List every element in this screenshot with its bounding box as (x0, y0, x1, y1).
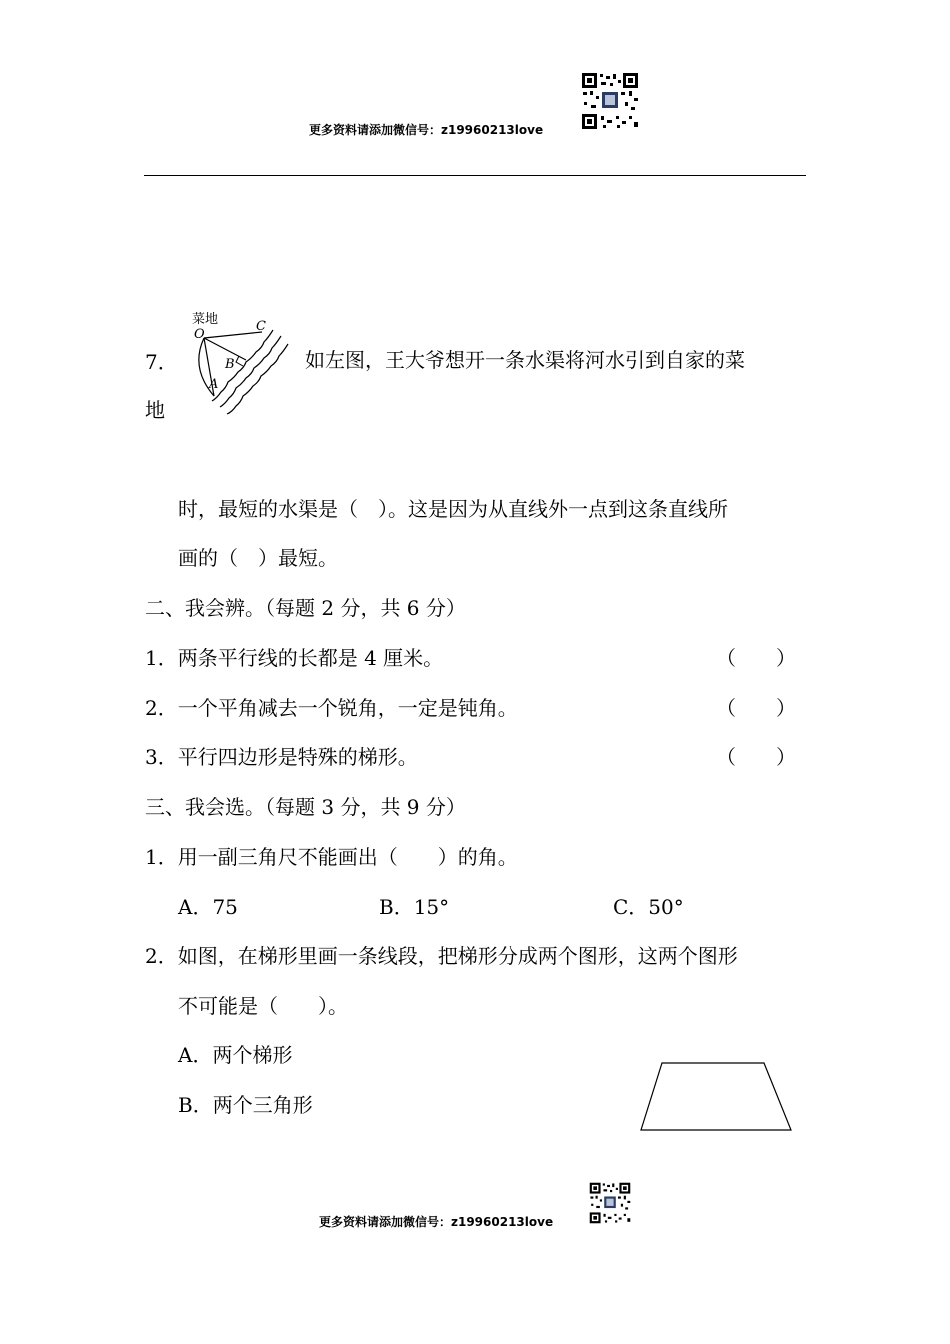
section3-q2-option-b[interactable]: B．两个三角形 (178, 1093, 313, 1117)
q7-line1: 如左图，王大爷想开一条水渠将河水引到自家的菜 (305, 348, 745, 372)
section3-q2-line1: 2．如图，在梯形里画一条线段，把梯形分成两个图形，这两个图形 (145, 944, 738, 968)
section3-q1-text: 1．用一副三角尺不能画出（ ）的角。 (145, 845, 518, 869)
section3-q2-line2: 不可能是（ ）。 (178, 994, 348, 1018)
q7-diagram (188, 308, 290, 416)
section3-q1-option-a[interactable]: A．75 (178, 895, 238, 919)
section3-q1-option-b[interactable]: B．15° (379, 895, 450, 919)
label-b: B (225, 357, 235, 372)
footer-qr-code-icon (589, 1182, 631, 1224)
section2-item-3: 3．平行四边形是特殊的梯形。 (145, 745, 418, 769)
segment-oc (204, 332, 262, 338)
q7-line2: 地 (145, 398, 165, 422)
section2-item-3-answer-blank[interactable]: （ ） (716, 745, 796, 769)
section2-item-2: 2．一个平角减去一个锐角，一定是钝角。 (145, 696, 518, 720)
q7-number: 7． (145, 350, 178, 374)
q7-line4: 画的（ ）最短。 (178, 546, 338, 570)
label-c: C (256, 319, 266, 334)
header-divider (144, 175, 806, 176)
section3-q2-option-a[interactable]: A．两个梯形 (178, 1043, 293, 1067)
label-field: 菜地 (192, 312, 219, 327)
q7-line3: 时，最短的水渠是（ ）。这是因为从直线外一点到这条直线所 (178, 497, 728, 521)
section2-item-1: 1．两条平行线的长都是 4 厘米。 (145, 646, 444, 670)
section2-title: 二、我会辨。（每题 2 分，共 6 分） (145, 596, 466, 620)
section3-q1-option-c[interactable]: C．50° (613, 895, 684, 919)
header-qr-code-icon (581, 72, 639, 130)
footer-watermark: 更多资料请添加微信号：z19960213love (319, 1215, 554, 1229)
section2-item-2-answer-blank[interactable]: （ ） (716, 696, 796, 720)
section2-item-1-answer-blank[interactable]: （ ） (716, 646, 796, 670)
header-watermark: 更多资料请添加微信号：z19960213love (309, 123, 544, 137)
label-a: A (209, 377, 219, 392)
trapezoid-figure (638, 1060, 796, 1134)
label-o: O (194, 327, 205, 342)
section3-title: 三、我会选。（每题 3 分，共 9 分） (145, 795, 466, 819)
